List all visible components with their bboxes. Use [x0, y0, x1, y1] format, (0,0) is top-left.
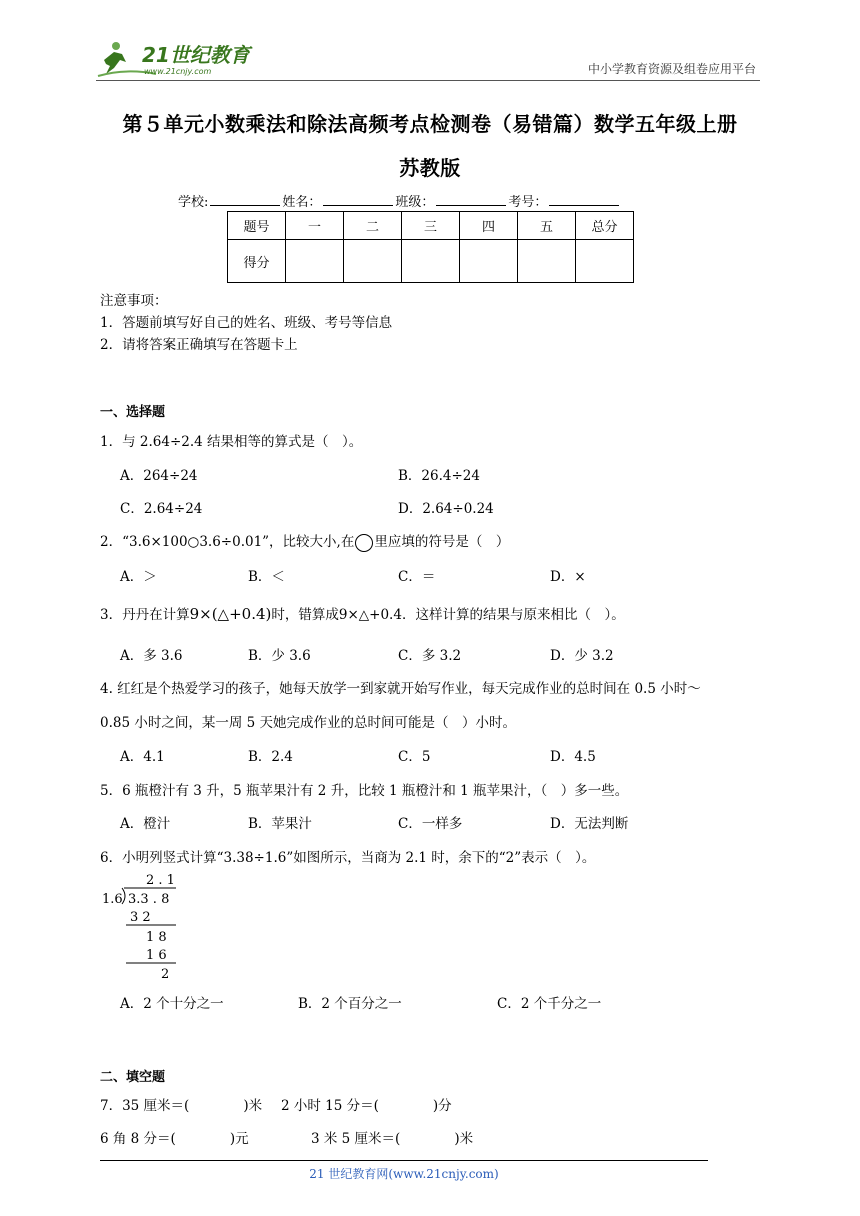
q5-option-c[interactable]: C．一样多	[398, 816, 463, 832]
q2-option-b[interactable]: B．＜	[248, 569, 285, 585]
score-table-score-row	[228, 240, 634, 283]
q2-option-d[interactable]: D．×	[550, 569, 586, 585]
score-cell[interactable]	[286, 240, 344, 283]
q3-option-a[interactable]: A．多 3.6	[120, 648, 183, 664]
header-divider	[96, 80, 760, 81]
q1-option-a[interactable]: A．264÷24	[120, 468, 198, 484]
exam-no-blank[interactable]	[549, 192, 619, 206]
page-title-line2: 苏教版	[399, 156, 461, 180]
division-quotient: 2 . 1	[146, 873, 175, 888]
logo-url: www.21cnjy.com	[144, 67, 212, 76]
student-info-line	[178, 191, 621, 210]
q5-option-b[interactable]: B．苹果汁	[248, 816, 312, 832]
q3-stem-part-c: ．这样计算的结果与原来相比（ ）。	[401, 607, 625, 623]
q7-item-1: 7．35 厘米＝( )米	[100, 1098, 263, 1114]
question-5-stem: 5．6 瓶橙汁有 3 升，5 瓶苹果汁有 2 升，比较 1 瓶橙汁和 1 瓶苹果汁，（ ）多一些。	[100, 783, 629, 799]
table-cell: 题号	[228, 212, 286, 240]
notes-item-2: 2．请将答案正确填写在答题卡上	[100, 337, 298, 353]
table-cell: 一	[286, 212, 344, 240]
footer-divider	[100, 1160, 708, 1161]
division-dividend: 3.3 . 8	[128, 892, 170, 907]
name-label: 姓名：	[282, 195, 322, 210]
question-3-stem	[100, 603, 625, 623]
q6-option-b[interactable]: B．2 个百分之一	[298, 996, 402, 1012]
q3-option-d[interactable]: D．少 3.2	[550, 648, 614, 664]
exam-no-label: 考号：	[508, 195, 548, 210]
q6-option-c[interactable]: C．2 个千分之一	[497, 996, 602, 1012]
score-table	[227, 211, 634, 283]
page-title-line1: 第５单元小数乘法和除法高频考点检测卷（易错篇）数学五年级上册	[122, 112, 738, 136]
circle-icon	[355, 534, 373, 552]
q2-option-c[interactable]: C．＝	[398, 569, 436, 585]
question-1-stem: 1．与 2.64÷2.4 结果相等的算式是（ ）。	[100, 434, 363, 450]
question-6-stem: 6．小明列竖式计算“3.38÷1.6”如图所示，当商为 2.1 时，余下的“2”表示（ ）。	[100, 850, 596, 866]
q3-option-c[interactable]: C．多 3.2	[398, 648, 462, 664]
q1-option-d[interactable]: D．2.64÷0.24	[398, 501, 494, 517]
q7-item-4: 3 米 5 厘米＝( )米	[311, 1131, 474, 1147]
q2-stem-part-a: 2．“3.6×100○3.6÷0.01”，比较大小,在	[100, 534, 355, 550]
table-cell: 得分	[228, 240, 286, 283]
table-cell: 三	[402, 212, 460, 240]
table-cell: 总分	[576, 212, 634, 240]
school-label: 学校:	[178, 195, 209, 210]
long-division-figure	[100, 870, 190, 985]
table-cell: 四	[460, 212, 518, 240]
score-table-header-row	[228, 212, 634, 240]
footer-text[interactable]: 21 世纪教育网(www.21cnjy.com)	[309, 1167, 499, 1181]
q3-stem-part-b: 时，错算成	[271, 607, 339, 623]
division-step-3: 1 6	[146, 948, 167, 963]
table-cell: 五	[518, 212, 576, 240]
q2-option-a[interactable]: A．＞	[120, 569, 157, 585]
class-blank[interactable]	[436, 192, 506, 206]
table-cell: 二	[344, 212, 402, 240]
header-platform-text: 中小学教育资源及组卷应用平台	[587, 62, 756, 76]
q5-option-d[interactable]: D．无法判断	[550, 816, 629, 832]
q3-expression-1: 9×(△+0.4)	[189, 605, 272, 623]
q7-item-2: 2 小时 15 分＝( )分	[281, 1098, 452, 1114]
question-4-stem-line1: 4. 红红是个热爱学习的孩子，她每天放学一到家就开始写作业，每天完成作业的总时间在 0.5 小时～	[100, 681, 701, 697]
question-2-stem	[100, 530, 509, 552]
score-cell[interactable]	[460, 240, 518, 283]
logo	[96, 38, 266, 80]
q4-option-a[interactable]: A．4.1	[120, 749, 165, 765]
score-cell[interactable]	[402, 240, 460, 283]
q4-option-b[interactable]: B．2.4	[248, 749, 293, 765]
q7-item-3: 6 角 8 分＝( )元	[100, 1131, 249, 1147]
class-label: 班级：	[395, 195, 435, 210]
q5-option-a[interactable]: A．橙汁	[120, 816, 171, 832]
division-divisor: 1.6	[102, 892, 123, 907]
q4-option-d[interactable]: D．4.5	[550, 749, 596, 765]
division-remainder: 2	[161, 967, 170, 982]
school-blank[interactable]	[210, 192, 280, 206]
q3-stem-part-a: 3．丹丹在计算	[100, 607, 190, 623]
section-heading-fill: 二、填空题	[100, 1070, 166, 1085]
q4-option-c[interactable]: C．5	[398, 749, 431, 765]
q2-stem-part-b: 里应填的符号是（ ）	[374, 534, 510, 550]
q1-option-c[interactable]: C．2.64÷24	[120, 501, 203, 517]
section-heading-choice: 一、选择题	[100, 405, 166, 420]
division-step-1: 3 2	[130, 910, 151, 925]
division-step-2: 1 8	[146, 930, 167, 945]
q6-option-a[interactable]: A．2 个十分之一	[120, 996, 224, 1012]
notes-heading: 注意事项：	[100, 293, 168, 309]
name-blank[interactable]	[323, 192, 393, 206]
logo-text: 21世纪教育	[142, 43, 250, 67]
notes-item-1: 1．答题前填写好自己的姓名、班级、考号等信息	[100, 315, 393, 331]
q1-option-b[interactable]: B．26.4÷24	[398, 468, 480, 484]
score-cell[interactable]	[518, 240, 576, 283]
q3-expression-2: 9×△+0.4	[338, 607, 402, 623]
score-cell[interactable]	[344, 240, 402, 283]
question-4-stem-line2: 0.85 小时之间，某一周 5 天她完成作业的总时间可能是（ ）小时。	[100, 715, 517, 731]
score-cell[interactable]	[576, 240, 634, 283]
q3-option-b[interactable]: B．少 3.6	[248, 648, 311, 664]
